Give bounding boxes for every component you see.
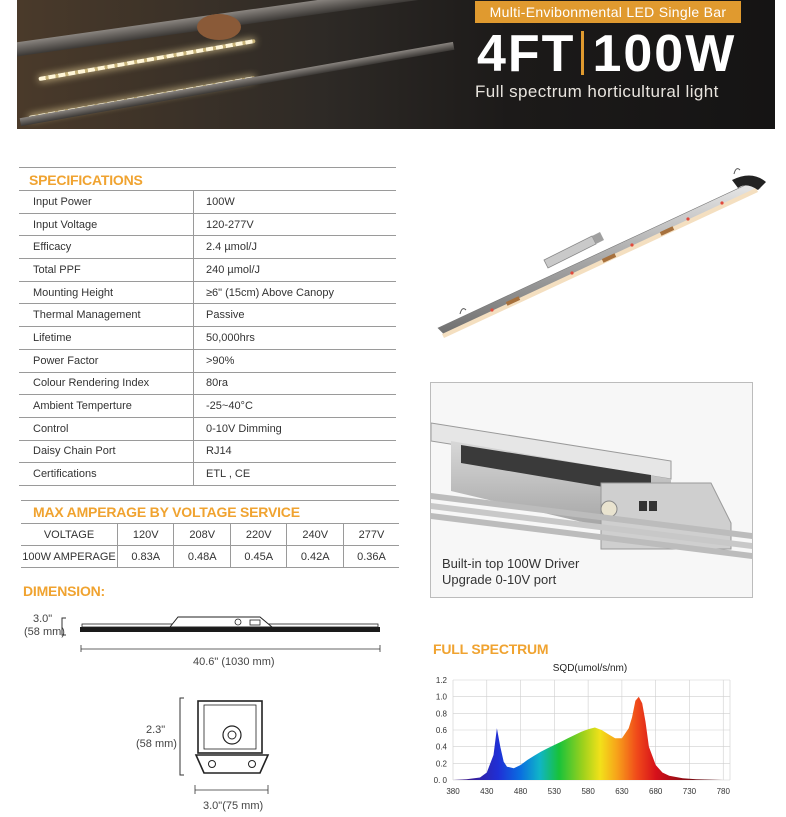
spec-label: Colour Rendering Index: [19, 372, 194, 395]
banner-power: 100W: [592, 25, 737, 83]
amperage-header-cell: VOLTAGE: [21, 524, 118, 546]
spec-row: [19, 463, 396, 486]
amperage-title: MAX AMPERAGE BY VOLTAGE SERVICE: [33, 504, 300, 520]
specs-table: [19, 191, 396, 486]
spec-value: 80ra: [194, 372, 397, 395]
hero-banner: [17, 0, 775, 129]
amperage-top-rule: [21, 500, 399, 501]
spec-label: Certifications: [19, 463, 194, 486]
amperage-value-cell: 0.48A: [174, 546, 230, 568]
x-tick-label: 580: [581, 787, 595, 796]
spec-value: -25~40°C: [194, 395, 397, 418]
x-tick-label: 780: [716, 787, 730, 796]
x-tick-label: 380: [446, 787, 460, 796]
spec-row: [19, 372, 396, 395]
spec-label: Ambient Temperture: [19, 395, 194, 418]
x-tick-label: 730: [682, 787, 697, 796]
spec-row: [19, 440, 396, 463]
amperage-value-cell: 0.42A: [287, 546, 343, 568]
y-tick-label: 1.2: [435, 676, 447, 685]
spec-row: [19, 213, 396, 236]
banner-tag: Multi-Envibonmental LED Single Bar: [475, 1, 741, 23]
spec-row: [19, 304, 396, 327]
spec-value: Passive: [194, 304, 397, 327]
banner-separator: [581, 31, 584, 75]
fixture-rail: [20, 42, 455, 126]
spec-label: Total PPF: [19, 259, 194, 282]
y-tick-label: 0.8: [435, 709, 447, 719]
banner-subtitle: Full spectrum horticultural light: [475, 82, 719, 101]
amperage-header-cell: 277V: [343, 524, 399, 546]
spec-label: Lifetime: [19, 327, 194, 350]
spec-value: 2.4 µmol/J: [194, 236, 397, 259]
banner-size: 4FT: [477, 25, 576, 83]
spec-row: [19, 327, 396, 350]
side-view-drawing: [60, 612, 390, 660]
dimension-title: DIMENSION:: [23, 583, 106, 599]
spec-row: [19, 281, 396, 304]
amperage-value-cell: 0.36A: [343, 546, 399, 568]
spec-row: [19, 191, 396, 213]
spec-row: [19, 349, 396, 372]
spec-value: RJ14: [194, 440, 397, 463]
spec-label: Daisy Chain Port: [19, 440, 194, 463]
spec-label: Efficacy: [19, 236, 194, 259]
spec-value: ≥6" (15cm) Above Canopy: [194, 281, 397, 304]
spec-value: 100W: [194, 191, 397, 213]
spec-label: Mounting Height: [19, 281, 194, 304]
spec-label: Power Factor: [19, 349, 194, 372]
spec-value: 120-277V: [194, 213, 397, 236]
end-view-drawing: [176, 695, 276, 800]
product-photo: [432, 160, 772, 345]
spec-row: [19, 395, 396, 418]
spec-label: Thermal Management: [19, 304, 194, 327]
closeup-caption-line1: Built-in top 100W Driver: [442, 556, 580, 571]
y-tick-label: 1.0: [435, 692, 447, 702]
y-tick-label: 0. 0: [433, 776, 447, 785]
spec-row: [19, 417, 396, 440]
y-tick-label: 0.4: [435, 742, 447, 752]
amperage-table: [21, 523, 399, 568]
driver-closeup: [430, 382, 753, 598]
x-tick-label: 630: [615, 787, 629, 796]
specs-title: SPECIFICATIONS: [29, 172, 143, 188]
amperage-value-cell: 0.83A: [118, 546, 174, 568]
dim-end-height-in: 2.3": [146, 724, 166, 736]
dim-end-height-mm: (58 mm): [136, 738, 177, 750]
spec-row: [19, 259, 396, 282]
dim-height-mm: (58 mm): [24, 626, 65, 638]
amperage-header-cell: 220V: [230, 524, 286, 546]
banner-headline: [477, 24, 736, 84]
dim-end-width: 3.0"(75 mm): [203, 800, 264, 812]
dim-length: 40.6" (1030 mm): [193, 656, 275, 668]
y-tick-label: 0.6: [435, 726, 447, 735]
amperage-header-cell: 120V: [118, 524, 174, 546]
x-tick-label: 480: [513, 787, 528, 796]
spec-label: Input Voltage: [19, 213, 194, 236]
amperage-value-cell: 100W AMPERAGE: [21, 546, 118, 568]
x-tick-label: 530: [547, 787, 562, 796]
amperage-value-cell: 0.45A: [230, 546, 286, 568]
dim-height-in: 3.0": [33, 613, 53, 625]
spectrum-chart: [420, 660, 740, 800]
spec-value: 240 µmol/J: [194, 259, 397, 282]
spec-row: [19, 236, 396, 259]
fixture-connector: [197, 14, 241, 40]
x-tick-label: 680: [649, 787, 663, 796]
amperage-header-cell: 208V: [174, 524, 230, 546]
spec-value: 50,000hrs: [194, 327, 397, 350]
amperage-header-cell: 240V: [287, 524, 343, 546]
product-bar-illustration: [432, 160, 772, 345]
spec-value: ETL , CE: [194, 463, 397, 486]
spec-value: >90%: [194, 349, 397, 372]
spec-label: Input Power: [19, 191, 194, 213]
spec-label: Control: [19, 417, 194, 440]
y-tick-label: 0.2: [435, 759, 447, 769]
specs-top-rule: [19, 167, 396, 168]
amperage-header-row: [21, 524, 399, 546]
x-tick-label: 430: [480, 787, 494, 796]
amperage-value-row: [21, 546, 399, 568]
spectrum-section-title: FULL SPECTRUM: [433, 641, 549, 657]
spec-value: 0-10V Dimming: [194, 417, 397, 440]
closeup-caption-line2: Upgrade 0-10V port: [442, 572, 557, 587]
chart-title: SQD(umol/s/nm): [552, 663, 628, 674]
